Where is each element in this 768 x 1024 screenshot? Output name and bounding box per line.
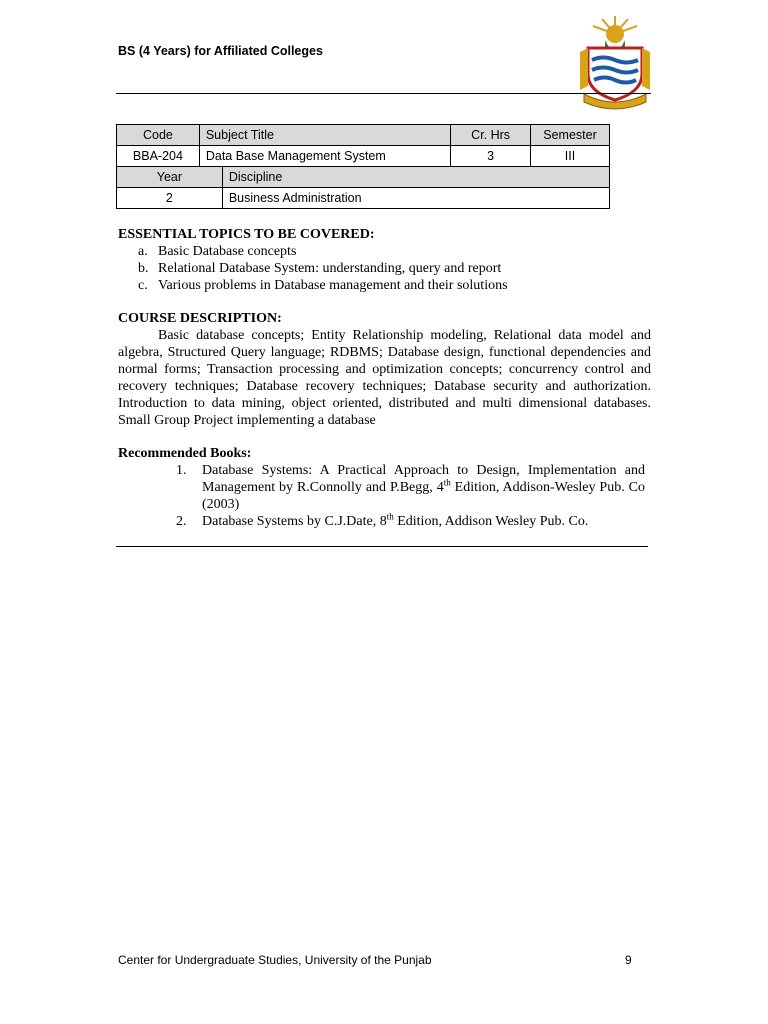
course-discipline-table <box>116 166 610 209</box>
cell-year: 2 <box>117 188 223 209</box>
cell-credit-hours: 3 <box>451 146 531 167</box>
page-number: 9 <box>625 953 632 967</box>
header-title: BS (4 Years) for Affiliated Colleges <box>118 44 323 58</box>
book-superscript: th <box>443 477 451 488</box>
books-list <box>118 462 651 530</box>
table-header-row <box>117 125 610 146</box>
topics-list <box>118 243 651 294</box>
header-cell-year: Year <box>117 167 223 188</box>
list-marker: c. <box>138 278 148 293</box>
book-text: Database Systems: A Practical Approach to Design, Implementation and Management by R.Connolly and P.Begg, 4 <box>202 463 645 495</box>
list-item-text: Relational Database System: understanding, query and report <box>158 261 502 276</box>
header-cell-code: Code <box>117 125 200 146</box>
header-cell-credit-hours: Cr. Hrs <box>451 125 531 146</box>
cell-semester: III <box>531 146 610 167</box>
books-heading: Recommended Books: <box>118 446 252 461</box>
list-marker: a. <box>138 244 148 259</box>
list-marker: b. <box>138 261 149 276</box>
list-marker: 1. <box>176 463 187 478</box>
list-marker: 2. <box>176 514 187 529</box>
list-item <box>138 243 651 260</box>
header-divider <box>116 93 651 94</box>
footer-text: Center for Undergraduate Studies, University of the Punjab <box>118 953 432 967</box>
university-crest-icon <box>576 12 654 110</box>
course-content <box>118 226 651 530</box>
description-heading: COURSE DESCRIPTION: <box>118 311 282 326</box>
topics-heading: ESSENTIAL TOPICS TO BE COVERED: <box>118 227 375 242</box>
table-header-row <box>117 167 610 188</box>
table-row <box>117 146 610 167</box>
header-cell-discipline: Discipline <box>222 167 609 188</box>
section-divider <box>116 546 648 547</box>
header-cell-subject-title: Subject Title <box>199 125 450 146</box>
list-item <box>176 513 645 530</box>
book-text-cont: Edition, Addison-Wesley Pub. Co (2003) <box>202 480 645 512</box>
course-info-table <box>116 124 610 167</box>
book-text: Database Systems by C.J.Date, 8 <box>202 514 387 529</box>
header-cell-semester: Semester <box>531 125 610 146</box>
list-item <box>138 277 651 294</box>
cell-code: BBA-204 <box>117 146 200 167</box>
book-superscript: th <box>386 511 394 522</box>
list-item-text: Basic Database concepts <box>158 244 297 259</box>
cell-subject-title: Data Base Management System <box>199 146 450 167</box>
cell-discipline: Business Administration <box>222 188 609 209</box>
description-text: Basic database concepts; Entity Relationship modeling, Relational data model and algebra, Structured Query language; RDBMS; Database design, functional dependencies and normal forms; Transaction processing and optimization concepts; concurrency control and recovery techniques; Database recovery techniques; Database security and authorization. Introduction to data mining, object oriented, distributed and multi dimensional databases. Small Group Project implementing a database <box>118 328 651 428</box>
list-item <box>138 260 651 277</box>
list-item-text: Various problems in Database management and their solutions <box>158 278 508 293</box>
book-text-cont: Edition, Addison Wesley Pub. Co. <box>393 514 589 529</box>
list-item <box>176 462 645 513</box>
table-row <box>117 188 610 209</box>
